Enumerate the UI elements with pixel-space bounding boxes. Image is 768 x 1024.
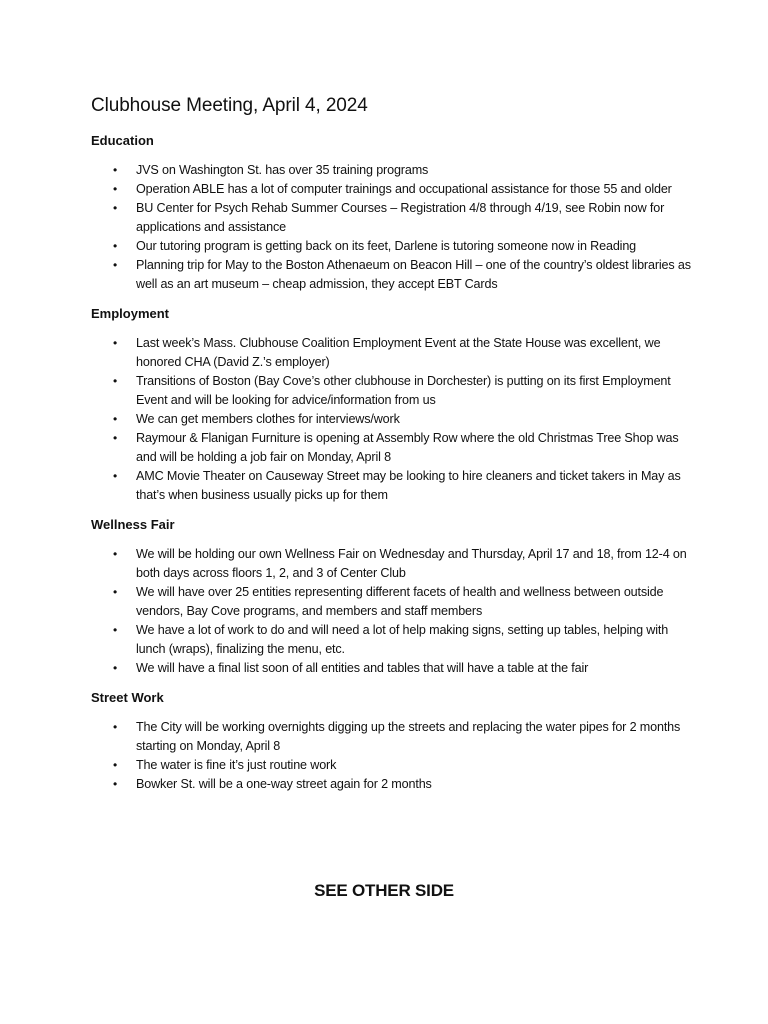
bullet-icon: • [113, 720, 118, 734]
bullet-icon: • [113, 374, 118, 388]
bullet-icon: • [113, 163, 118, 177]
list-item-text: Last week’s Mass. Clubhouse Coalition Employment Event at the State House was excellent, we honored CHA (David Z.’s employer) [136, 336, 661, 369]
see-other-side-note: SEE OTHER SIDE [314, 881, 454, 900]
list-item [91, 659, 691, 678]
list-item-text: JVS on Washington St. has over 35 training programs [136, 163, 429, 177]
bullet-icon: • [113, 431, 118, 445]
list-item-text: We have a lot of work to do and will need a lot of help making signs, setting up tables, helping with lunch (wraps), finalizing the menu, etc. [136, 623, 669, 656]
bullet-icon: • [113, 239, 118, 253]
list-item-text: AMC Movie Theater on Causeway Street may be looking to hire cleaners and ticket takers in May as that’s when business usually picks up for them [136, 469, 681, 502]
bullet-icon: • [113, 585, 118, 599]
list-item-text: Planning trip for May to the Boston Athenaeum on Beacon Hill – one of the country’s oldest libraries as well as an art museum – cheap admission, they accept EBT Cards [136, 258, 691, 291]
section-heading: Employment [91, 306, 170, 321]
list-item [91, 180, 691, 199]
list-item-text: Our tutoring program is getting back on its feet, Darlene is tutoring someone now in Reading [136, 239, 637, 253]
list-item [91, 545, 691, 583]
bullet-list [91, 334, 691, 505]
list-item [91, 410, 691, 429]
section-wellness-fair [91, 516, 691, 678]
bullet-icon: • [113, 758, 118, 772]
list-item-text: We will have a final list soon of all entities and tables that will have a table at the fair [136, 661, 589, 675]
list-item [91, 372, 691, 410]
bullet-icon: • [113, 412, 118, 426]
list-item-text: BU Center for Psych Rehab Summer Courses – Registration 4/8 through 4/19, see Robin now for applications and assistance [136, 201, 665, 234]
section-heading: Education [91, 133, 154, 148]
list-item-text: The City will be working overnights digging up the streets and replacing the water pipes for 2 months starting on Monday, April 8 [136, 720, 681, 753]
bullet-icon: • [113, 623, 118, 637]
bullet-icon: • [113, 547, 118, 561]
list-item [91, 334, 691, 372]
list-item [91, 621, 691, 659]
bullet-icon: • [113, 469, 118, 483]
bullet-icon: • [113, 258, 118, 272]
list-item [91, 256, 691, 294]
list-item-text: Operation ABLE has a lot of computer trainings and occupational assistance for those 55 and older [136, 182, 672, 196]
sections-container [91, 132, 691, 794]
bullet-list [91, 161, 691, 294]
bullet-icon: • [113, 201, 118, 215]
bullet-list [91, 545, 691, 678]
section-heading: Street Work [91, 690, 164, 705]
list-item-text: Bowker St. will be a one-way street again for 2 months [136, 777, 432, 791]
list-item [91, 756, 691, 775]
document-title: Clubhouse Meeting, April 4, 2024 [91, 95, 368, 116]
list-item-text: We will have over 25 entities representing different facets of health and wellness between outside vendors, Bay Cove programs, and members and staff members [136, 585, 664, 618]
list-item-text: Transitions of Boston (Bay Cove’s other clubhouse in Dorchester) is putting on its first Employment Event and will be looking for advice/information from us [136, 374, 671, 407]
section-employment [91, 305, 691, 505]
list-item [91, 467, 691, 505]
list-item [91, 718, 691, 756]
list-item [91, 237, 691, 256]
section-education [91, 132, 691, 294]
document-body [91, 94, 691, 805]
list-item-text: We will be holding our own Wellness Fair on Wednesday and Thursday, April 17 and 18, from 12-4 on both days across floors 1, 2, and 3 of Center Club [136, 547, 687, 580]
list-item-text: Raymour & Flanigan Furniture is opening at Assembly Row where the old Christmas Tree Shop was and will be holding a job fair on Monday, April 8 [136, 431, 679, 464]
list-item [91, 161, 691, 180]
section-heading: Wellness Fair [91, 517, 175, 532]
list-item-text: We can get members clothes for interviews/work [136, 412, 400, 426]
bullet-icon: • [113, 336, 118, 350]
list-item [91, 775, 691, 794]
bullet-icon: • [113, 661, 118, 675]
bullet-icon: • [113, 777, 118, 791]
section-street-work [91, 689, 691, 794]
list-item-text: The water is fine it’s just routine work [136, 758, 337, 772]
bullet-icon: • [113, 182, 118, 196]
list-item [91, 199, 691, 237]
list-item [91, 583, 691, 621]
list-item [91, 429, 691, 467]
bullet-list [91, 718, 691, 794]
